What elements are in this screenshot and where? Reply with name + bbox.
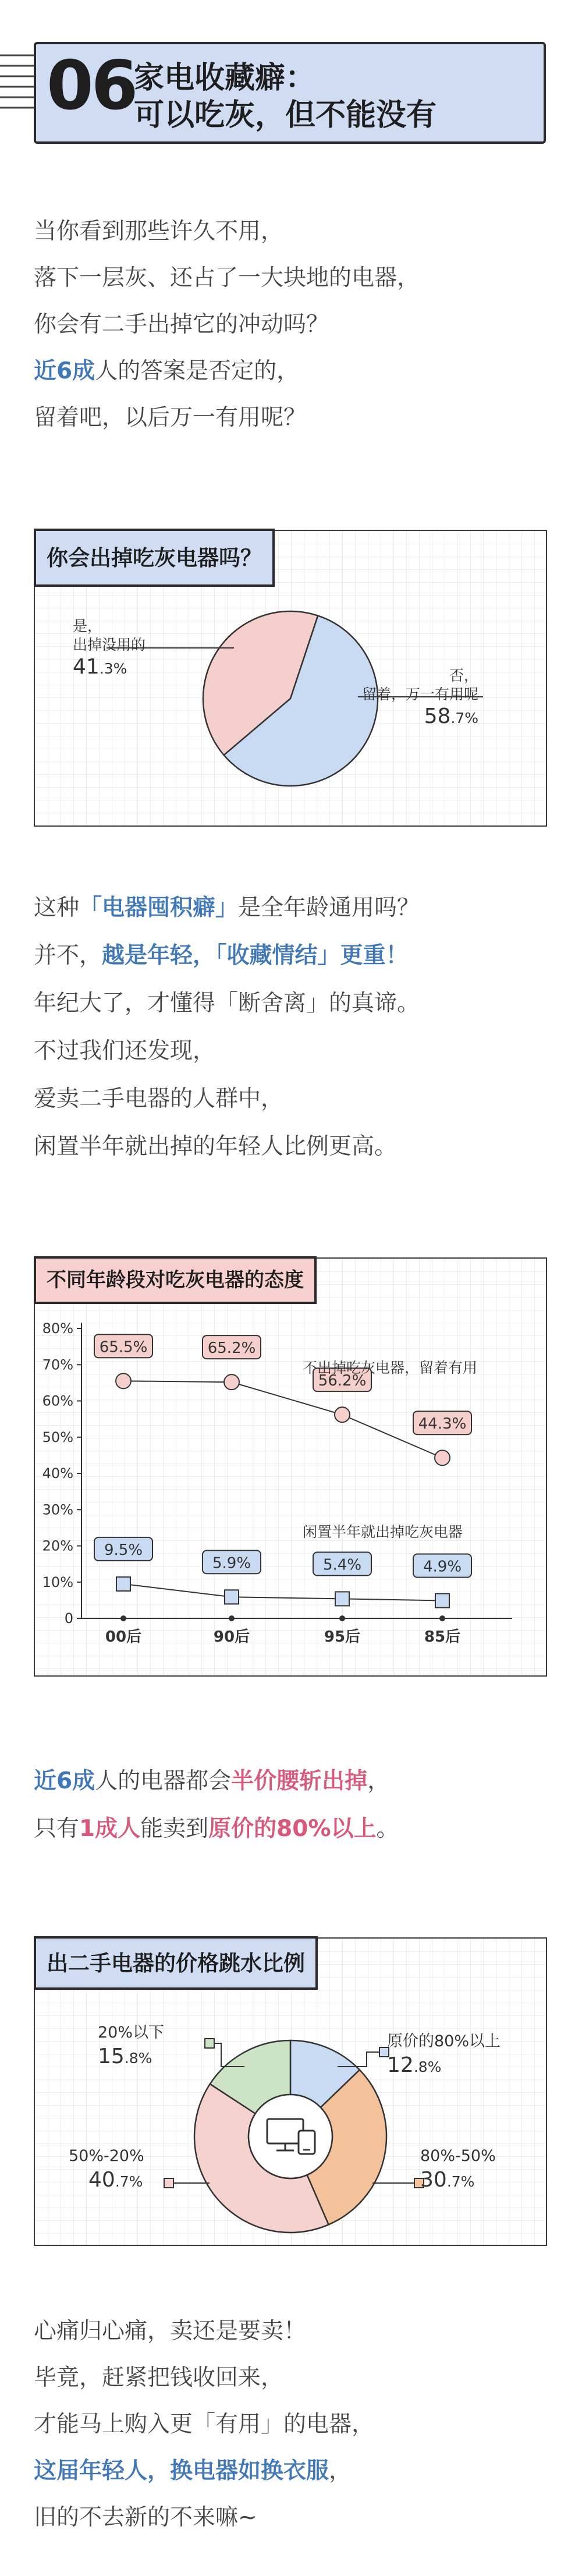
donut-leader-marker	[164, 2178, 173, 2188]
pie1-label-no-1: 否，	[449, 667, 478, 684]
para3-highlight-1: 近6成	[34, 1768, 95, 1794]
donut-label-80plus: 原价的80%以上	[387, 2032, 501, 2050]
intro-line3: 你会有二手出掉它的冲动吗？	[34, 311, 329, 338]
data-label: 9.5%	[104, 1541, 143, 1559]
series0-point	[335, 1407, 350, 1422]
pie1-value-yes: 41.3%	[73, 655, 127, 679]
pie1-label-no-2: 留着，万一有用呢	[361, 686, 478, 703]
outro-line2: 毕竟，赶紧把钱收回来，	[34, 2365, 284, 2391]
intro-line2: 落下一层灰、还占了一大块地的电器，	[34, 265, 420, 291]
data-label: 4.9%	[423, 1558, 462, 1576]
intro-line4	[34, 360, 299, 382]
x-tick-dot	[439, 1615, 445, 1621]
y-tick-label: 70%	[42, 1356, 73, 1373]
series1-point	[335, 1592, 349, 1606]
donut-chart-title: 出二手电器的价格跳水比例	[34, 1936, 318, 1990]
series1-point	[435, 1593, 449, 1607]
series1-name: 闲置半年就出掉吃灰电器	[303, 1523, 463, 1540]
intro-highlight: 近6成	[34, 358, 95, 384]
header-decoration-lines	[0, 44, 35, 125]
para3-line2: 只有1成人能卖到原价的80%以上。	[34, 1816, 399, 1842]
para2-line2: 并不，越是年轻，「收藏情结」更重！	[34, 942, 409, 969]
series0-point	[116, 1373, 131, 1388]
para2-highlight-2: 越是年轻，「收藏情结」更重！	[102, 942, 409, 969]
x-tick-label: 85后	[424, 1628, 461, 1646]
x-tick-dot	[229, 1615, 235, 1621]
pie-chart-1-title: 你会出掉吃灰电器吗？	[34, 529, 275, 587]
series-line-1	[123, 1584, 442, 1601]
data-label: 5.9%	[212, 1554, 251, 1572]
intro-line4-text: 人的答案是否定的，	[95, 358, 300, 384]
y-tick-label: 50%	[42, 1429, 73, 1445]
section-number: 06	[47, 47, 136, 125]
line-chart-title: 不同年龄段对吃灰电器的态度	[34, 1256, 317, 1304]
y-tick-label: 0	[64, 1610, 73, 1627]
x-tick-dot	[339, 1615, 345, 1621]
outro-highlight: 这届年轻人，换电器如换衣服	[34, 2458, 329, 2484]
y-tick-label: 80%	[42, 1320, 73, 1337]
data-label: 5.4%	[322, 1556, 362, 1574]
y-tick-label: 40%	[42, 1465, 73, 1482]
pie1-label-yes-2: 出掉没用的	[73, 636, 146, 653]
x-tick-label: 90后	[213, 1628, 250, 1646]
y-tick-label: 20%	[42, 1537, 73, 1554]
outro-line1: 心痛归心痛，卖还是要卖！	[34, 2318, 307, 2344]
donut-value-20minus: 15.8%	[98, 2044, 152, 2068]
series0-point	[435, 1450, 450, 1465]
para2-highlight-1: 「电器囤积癖」	[79, 895, 239, 921]
donut-label-50-20: 50%-20%	[69, 2147, 144, 2165]
para2-line4: 不过我们还发现，	[34, 1038, 216, 1064]
intro-line1: 当你看到那些许久不用，	[34, 218, 284, 245]
data-label: 56.2%	[318, 1372, 367, 1390]
series1-point	[116, 1577, 130, 1591]
pie1-label-yes-1: 是，	[73, 618, 102, 635]
y-tick-label: 60%	[42, 1392, 73, 1409]
series0-name: 不出掉吃灰电器，留着有用	[303, 1359, 478, 1376]
outro-line5: 旧的不去新的不来嘛~	[34, 2504, 257, 2531]
para2-line5: 爱卖二手电器的人群中，	[34, 1086, 284, 1112]
donut-value-80-50: 30.7%	[420, 2168, 475, 2192]
para3-line1: 近6成人的电器都会半价腰斩出掉，	[34, 1768, 391, 1794]
outro-line3: 才能马上购入更「有用」的电器，	[34, 2411, 375, 2437]
header-title-line1: 家电收藏癖：	[134, 61, 316, 95]
para3-highlight-3: 1成人	[79, 1816, 141, 1842]
para3-highlight-4: 原价的80%以上	[208, 1816, 377, 1842]
x-tick-dot	[120, 1615, 126, 1621]
donut-leader-marker	[205, 2039, 214, 2048]
series0-point	[224, 1374, 239, 1390]
y-tick-label: 30%	[42, 1501, 73, 1518]
data-label: 44.3%	[418, 1415, 467, 1433]
y-tick-label: 10%	[42, 1574, 73, 1590]
donut-label-20minus: 20%以下	[98, 2024, 165, 2042]
series-line-0	[123, 1381, 442, 1458]
data-label: 65.2%	[207, 1340, 256, 1358]
intro-line5: 留着吧，以后万一有用呢？	[34, 405, 307, 431]
x-tick-label: 00后	[105, 1628, 142, 1646]
para2-line1: 这种「电器囤积癖」是全年龄通用吗？	[34, 895, 420, 921]
donut-label-80-50: 80%-50%	[420, 2147, 496, 2165]
pie-chart-1	[35, 588, 546, 821]
data-label: 65.5%	[99, 1338, 148, 1356]
header-title-line2: 可以吃灰，但不能没有	[134, 98, 437, 133]
para3-highlight-2: 半价腰斩出掉	[231, 1768, 368, 1794]
line-chart	[35, 1304, 546, 1674]
pie1-value-no: 58.7%	[424, 704, 478, 728]
para2-line3: 年纪大了，才懂得「断舍离」的真谛。	[34, 990, 420, 1016]
donut-value-80plus: 12.8%	[387, 2053, 442, 2077]
para2-line6: 闲置半年就出掉的年轻人比例更高。	[34, 1133, 398, 1160]
donut-value-50-20: 40.7%	[88, 2168, 143, 2192]
series1-point	[225, 1590, 239, 1604]
x-tick-label: 95后	[324, 1628, 361, 1646]
outro-line4: 这届年轻人，换电器如换衣服，	[34, 2458, 352, 2484]
